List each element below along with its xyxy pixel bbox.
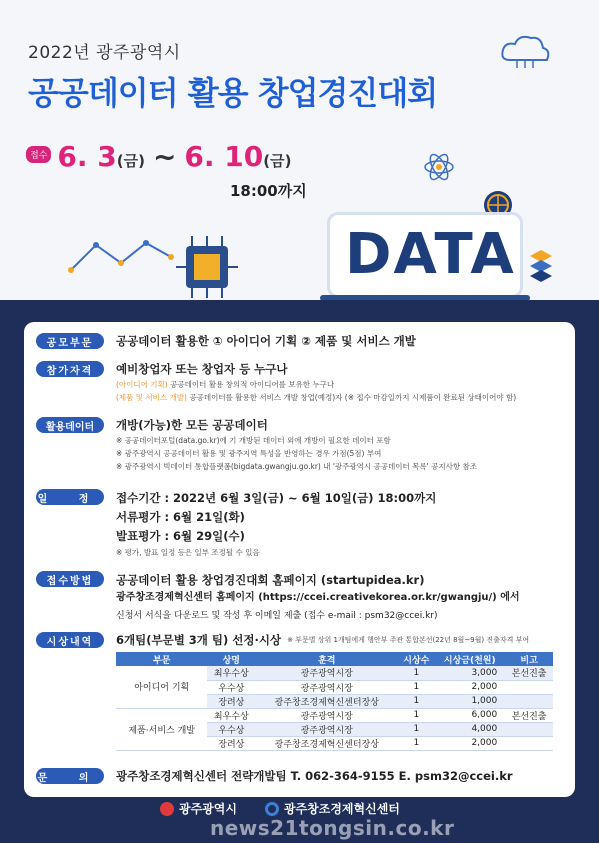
table-row	[116, 666, 553, 680]
deadline-time: 18:00까지	[230, 182, 307, 200]
chip-icon	[172, 232, 242, 302]
section-schedule	[36, 489, 436, 559]
date-tilde: ~	[152, 140, 177, 173]
eligibility-main: 예비창업자 또는 창업자 등 누구나	[116, 362, 288, 376]
col-header: 시상금(천원)	[434, 652, 505, 666]
eligibility-text2: 공공데이터를 활용한 서비스 개발 창업(예정)자 (※ 접수 마감일까지 시제품이 완료된 상태이어야 함)	[186, 393, 517, 402]
table-cell-category: 제품·서비스 개발	[116, 708, 207, 750]
ccei-mark-icon	[265, 802, 279, 816]
col-header: 비고	[505, 652, 553, 666]
table-cell: 본선진출	[505, 708, 553, 722]
logo-text: 광주창조경제혁신센터	[283, 802, 400, 816]
table-cell: 장려상	[207, 736, 255, 750]
date-end-day: (금)	[263, 152, 292, 170]
schedule-line3: 발표평가 : 6월 29일(수)	[116, 529, 245, 543]
eligibility-text1: 공공데이터 활용 창의적 아이디어를 보유한 누구나	[167, 380, 335, 389]
section-label: 참가자격	[36, 361, 104, 377]
field-main: 공공데이터 활용한 ① 아이디어 기획 ② 제품 및 서비스 개발	[116, 334, 416, 348]
data-label: DATA	[345, 222, 516, 287]
section-label: 공모부문	[36, 333, 104, 349]
table-cell: 1	[398, 666, 434, 680]
section-data	[36, 417, 477, 473]
table-cell: 1	[398, 680, 434, 694]
table-cell: 장려상	[207, 694, 255, 708]
data-note1: ※ 공공데이터포털(data.go.kr)에 기 개방된 데이터 외에 개방이 필요한 데이터 포함	[116, 436, 391, 445]
section-body	[116, 489, 436, 559]
data-note3: ※ 광주광역시 빅데이터 통합플랫폼(bigdata.gwangju.go.kr) 내 '광주광역시 공공데이터 목록' 공지사항 참조	[116, 462, 477, 471]
section-label: 일 정	[36, 489, 104, 505]
eligibility-tag1: (아이디어 기획)	[116, 380, 168, 389]
cloud-icon	[495, 30, 555, 70]
table-cell: 1,000	[434, 694, 505, 708]
table-cell: 1	[398, 708, 434, 722]
table-row	[116, 708, 553, 722]
date-end: 6. 10	[184, 140, 264, 173]
apply-line2: 광주창조경제혁신센터 홈페이지 (https://ccei.creativekorea.or.kr/gwangju/) 에서	[116, 592, 520, 603]
line-graph-icon	[66, 235, 176, 275]
table-cell: 광주광역시장	[255, 680, 398, 694]
section-contact	[36, 768, 513, 785]
watermark: news21tongsin.co.kr	[210, 816, 455, 840]
table-cell: 본선진출	[505, 666, 553, 680]
table-cell-category: 아이디어 기획	[116, 666, 207, 708]
table-cell: 광주광역시장	[255, 708, 398, 722]
table-cell: 우수상	[207, 722, 255, 736]
eligibility-tag2: (제품 및 서비스 개발)	[116, 393, 187, 402]
data-main: 개방(가능)한 모든 공공데이터	[116, 418, 268, 432]
section-label: 접수방법	[36, 571, 104, 587]
table-cell: 1	[398, 722, 434, 736]
table-cell: 2,000	[434, 680, 505, 694]
data-note2: ※ 광주광역시 공공데이터 활용 및 광주지역 특성을 반영하는 경우 가점(5점) 부여	[116, 449, 382, 458]
schedule-line1: 접수기간 : 2022년 6월 3일(금) ~ 6월 10일(금) 18:00까지	[116, 491, 437, 505]
poster-header	[0, 0, 599, 305]
col-header: 부문	[116, 652, 207, 666]
table-cell: 최우수상	[207, 708, 255, 722]
section-eligibility	[36, 361, 516, 404]
ccei-logo	[265, 800, 400, 817]
table-cell: 광주광역시장	[255, 722, 398, 736]
gwangju-city-mark-icon	[160, 802, 174, 816]
section-body	[116, 571, 520, 625]
table-cell: 1	[398, 736, 434, 750]
date-start-day: (금)	[116, 152, 145, 170]
table-cell: 2,000	[434, 736, 505, 750]
eligibility-line2	[116, 391, 516, 404]
footer-logos	[160, 800, 400, 817]
section-body	[116, 361, 516, 404]
date-range	[26, 140, 291, 173]
receipt-badge: 접수	[26, 146, 51, 163]
apply-line1: 공공데이터 활용 창업경진대회 홈페이지 (startupidea.kr)	[116, 573, 425, 587]
prize-table-header	[116, 652, 553, 666]
layers-icon	[528, 248, 554, 288]
apply-line3: 신청서 서식을 다운로드 및 작성 후 이메일 제출 (접수 e-mail : psm32@ccei.kr)	[116, 611, 438, 621]
table-cell	[505, 736, 553, 750]
logo-text: 광주광역시	[179, 802, 237, 816]
table-cell: 4,000	[434, 722, 505, 736]
eligibility-line1	[116, 378, 516, 391]
table-cell: 우수상	[207, 680, 255, 694]
table-cell: 1	[398, 694, 434, 708]
poster-title: 공공데이터 활용 창업경진대회	[28, 74, 438, 112]
prize-table	[116, 652, 553, 751]
section-body	[116, 417, 477, 473]
atom-icon	[422, 150, 456, 184]
section-label: 활용데이터	[36, 417, 104, 433]
section-body	[116, 333, 416, 350]
date-start: 6. 3	[57, 140, 117, 173]
table-cell	[505, 694, 553, 708]
section-apply	[36, 571, 520, 625]
section-body	[116, 768, 513, 785]
table-cell: 광주창조경제혁신센터장상	[255, 736, 398, 750]
section-label: 시상내역	[36, 632, 104, 648]
gwangju-city-logo	[160, 800, 237, 817]
contact-main: 광주창조경제혁신센터 전략개발팀 T. 062-364-9155 E. psm32@ccei.kr	[116, 769, 513, 783]
table-cell: 3,000	[434, 666, 505, 680]
prize-main: 6개팀(부문별 3개 팀) 선정·시상	[116, 633, 282, 647]
section-field	[36, 333, 416, 350]
col-header: 훈격	[255, 652, 398, 666]
table-cell: 광주광역시장	[255, 666, 398, 680]
table-cell: 광주창조경제혁신센터장상	[255, 694, 398, 708]
col-header: 시상수	[398, 652, 434, 666]
table-cell: 최우수상	[207, 666, 255, 680]
prize-note: ※ 부문별 상위 1개팀에게 행안부 주관 통합본선(22년 8월~9월) 진출자격 부여	[287, 636, 530, 644]
col-header: 상명	[207, 652, 255, 666]
table-cell: 6,000	[434, 708, 505, 722]
schedule-note: ※ 평가, 발표 일정 등은 일부 조정될 수 있음	[116, 548, 260, 557]
schedule-line2: 서류평가 : 6월 21일(화)	[116, 510, 245, 524]
poster-subtitle: 2022년 광주광역시	[28, 43, 181, 63]
section-label: 문 의	[36, 768, 104, 784]
table-cell	[505, 722, 553, 736]
table-cell	[505, 680, 553, 694]
section-prize	[36, 632, 529, 649]
section-body	[116, 632, 529, 649]
